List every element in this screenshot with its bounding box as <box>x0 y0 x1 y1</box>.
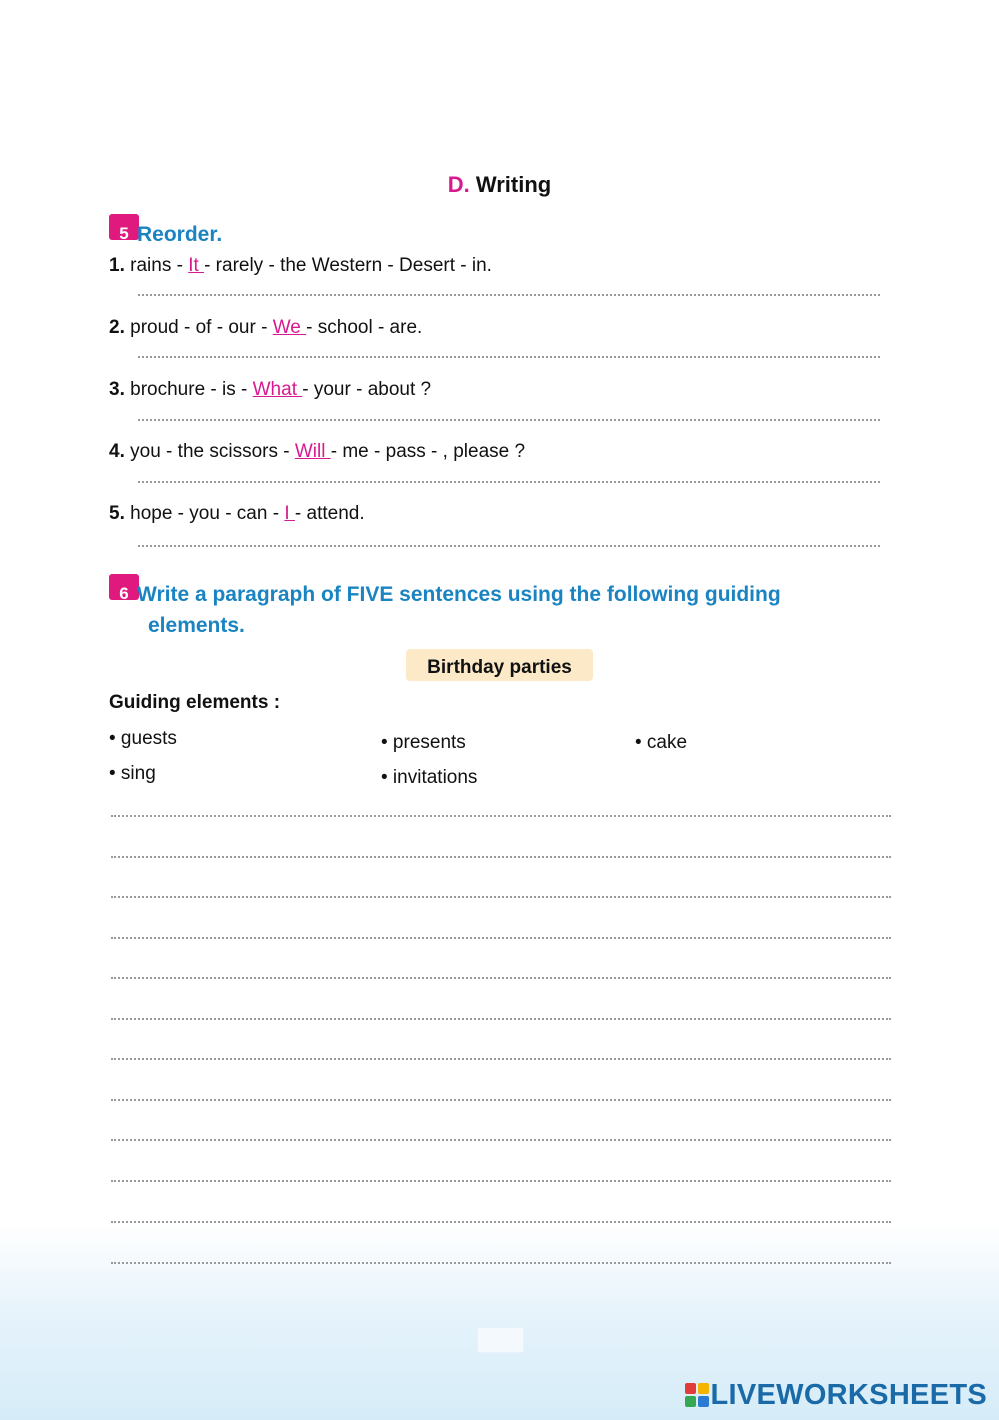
section-letter: D. <box>447 172 470 197</box>
guiding-element-sing: • sing <box>109 763 156 784</box>
answer-line-1[interactable] <box>138 294 880 296</box>
writing-line[interactable] <box>111 1099 891 1101</box>
item-number: 2. <box>109 317 125 338</box>
guiding-element-guests: • guests <box>109 728 177 749</box>
item-words-before: brochure - is - <box>130 379 253 400</box>
writing-line[interactable] <box>111 1262 891 1264</box>
writing-line[interactable] <box>111 937 891 939</box>
item-words-after: - school - are. <box>306 317 423 338</box>
guiding-element-cake: • cake <box>635 732 688 753</box>
section-title <box>0 172 999 198</box>
logo-text: LIVEWORKSHEETS <box>710 1378 987 1411</box>
page-number-box <box>477 1327 524 1353</box>
exercise-5-instruction: Reorder. <box>137 223 223 246</box>
exercise-5-badge: 5 <box>109 214 139 240</box>
item-words-before: hope - you - can - <box>130 503 285 524</box>
reorder-item-4 <box>109 441 525 463</box>
item-words-before: you - the scissors - <box>130 441 295 462</box>
writing-line[interactable] <box>111 1058 891 1060</box>
answer-line-4[interactable] <box>138 481 880 483</box>
writing-line[interactable] <box>111 815 891 817</box>
exercise-6-instruction-line-2: elements. <box>148 614 245 637</box>
item-answer: It <box>188 255 205 276</box>
item-words-after: - me - pass - , please ? <box>330 441 526 462</box>
logo-square <box>698 1396 709 1407</box>
writing-line[interactable] <box>111 1221 891 1223</box>
reorder-item-3 <box>109 379 431 401</box>
guiding-elements-heading: Guiding elements : <box>109 692 281 713</box>
liveworksheets-logo[interactable] <box>685 1378 988 1412</box>
item-number: 1. <box>109 255 125 276</box>
logo-square <box>698 1383 709 1394</box>
reorder-item-2 <box>109 317 422 339</box>
item-words-before: proud - of - our - <box>130 317 273 338</box>
answer-line-5[interactable] <box>138 545 880 547</box>
logo-square <box>685 1383 696 1394</box>
exercise-6-badge: 6 <box>109 574 139 600</box>
item-words-before: rains - <box>130 255 189 276</box>
logo-square <box>685 1396 696 1407</box>
writing-line[interactable] <box>111 1139 891 1141</box>
writing-line[interactable] <box>111 896 891 898</box>
writing-line[interactable] <box>111 1180 891 1182</box>
item-number: 4. <box>109 441 125 462</box>
logo-icon <box>685 1383 709 1407</box>
guiding-element-invitations: • invitations <box>381 767 478 788</box>
reorder-item-1 <box>109 255 492 277</box>
item-answer: We <box>272 317 307 338</box>
item-words-after: - rarely - the Western - Desert - in. <box>204 255 492 276</box>
item-answer: Will <box>294 441 331 462</box>
item-number: 5. <box>109 503 125 524</box>
item-answer: I <box>284 503 295 524</box>
writing-line[interactable] <box>111 977 891 979</box>
reorder-item-5 <box>109 503 365 525</box>
section-heading: Writing <box>475 172 552 197</box>
item-answer: What <box>252 379 303 400</box>
item-words-after: - attend. <box>294 503 365 524</box>
answer-line-3[interactable] <box>138 419 880 421</box>
topic-label: Birthday parties <box>406 649 593 681</box>
answer-line-2[interactable] <box>138 356 880 358</box>
item-number: 3. <box>109 379 125 400</box>
writing-line[interactable] <box>111 1018 891 1020</box>
writing-line[interactable] <box>111 856 891 858</box>
guiding-element-presents: • presents <box>381 732 466 753</box>
exercise-6-instruction-line-1: Write a paragraph of FIVE sentences using the following guiding <box>137 583 781 606</box>
item-words-after: - your - about ? <box>302 379 432 400</box>
